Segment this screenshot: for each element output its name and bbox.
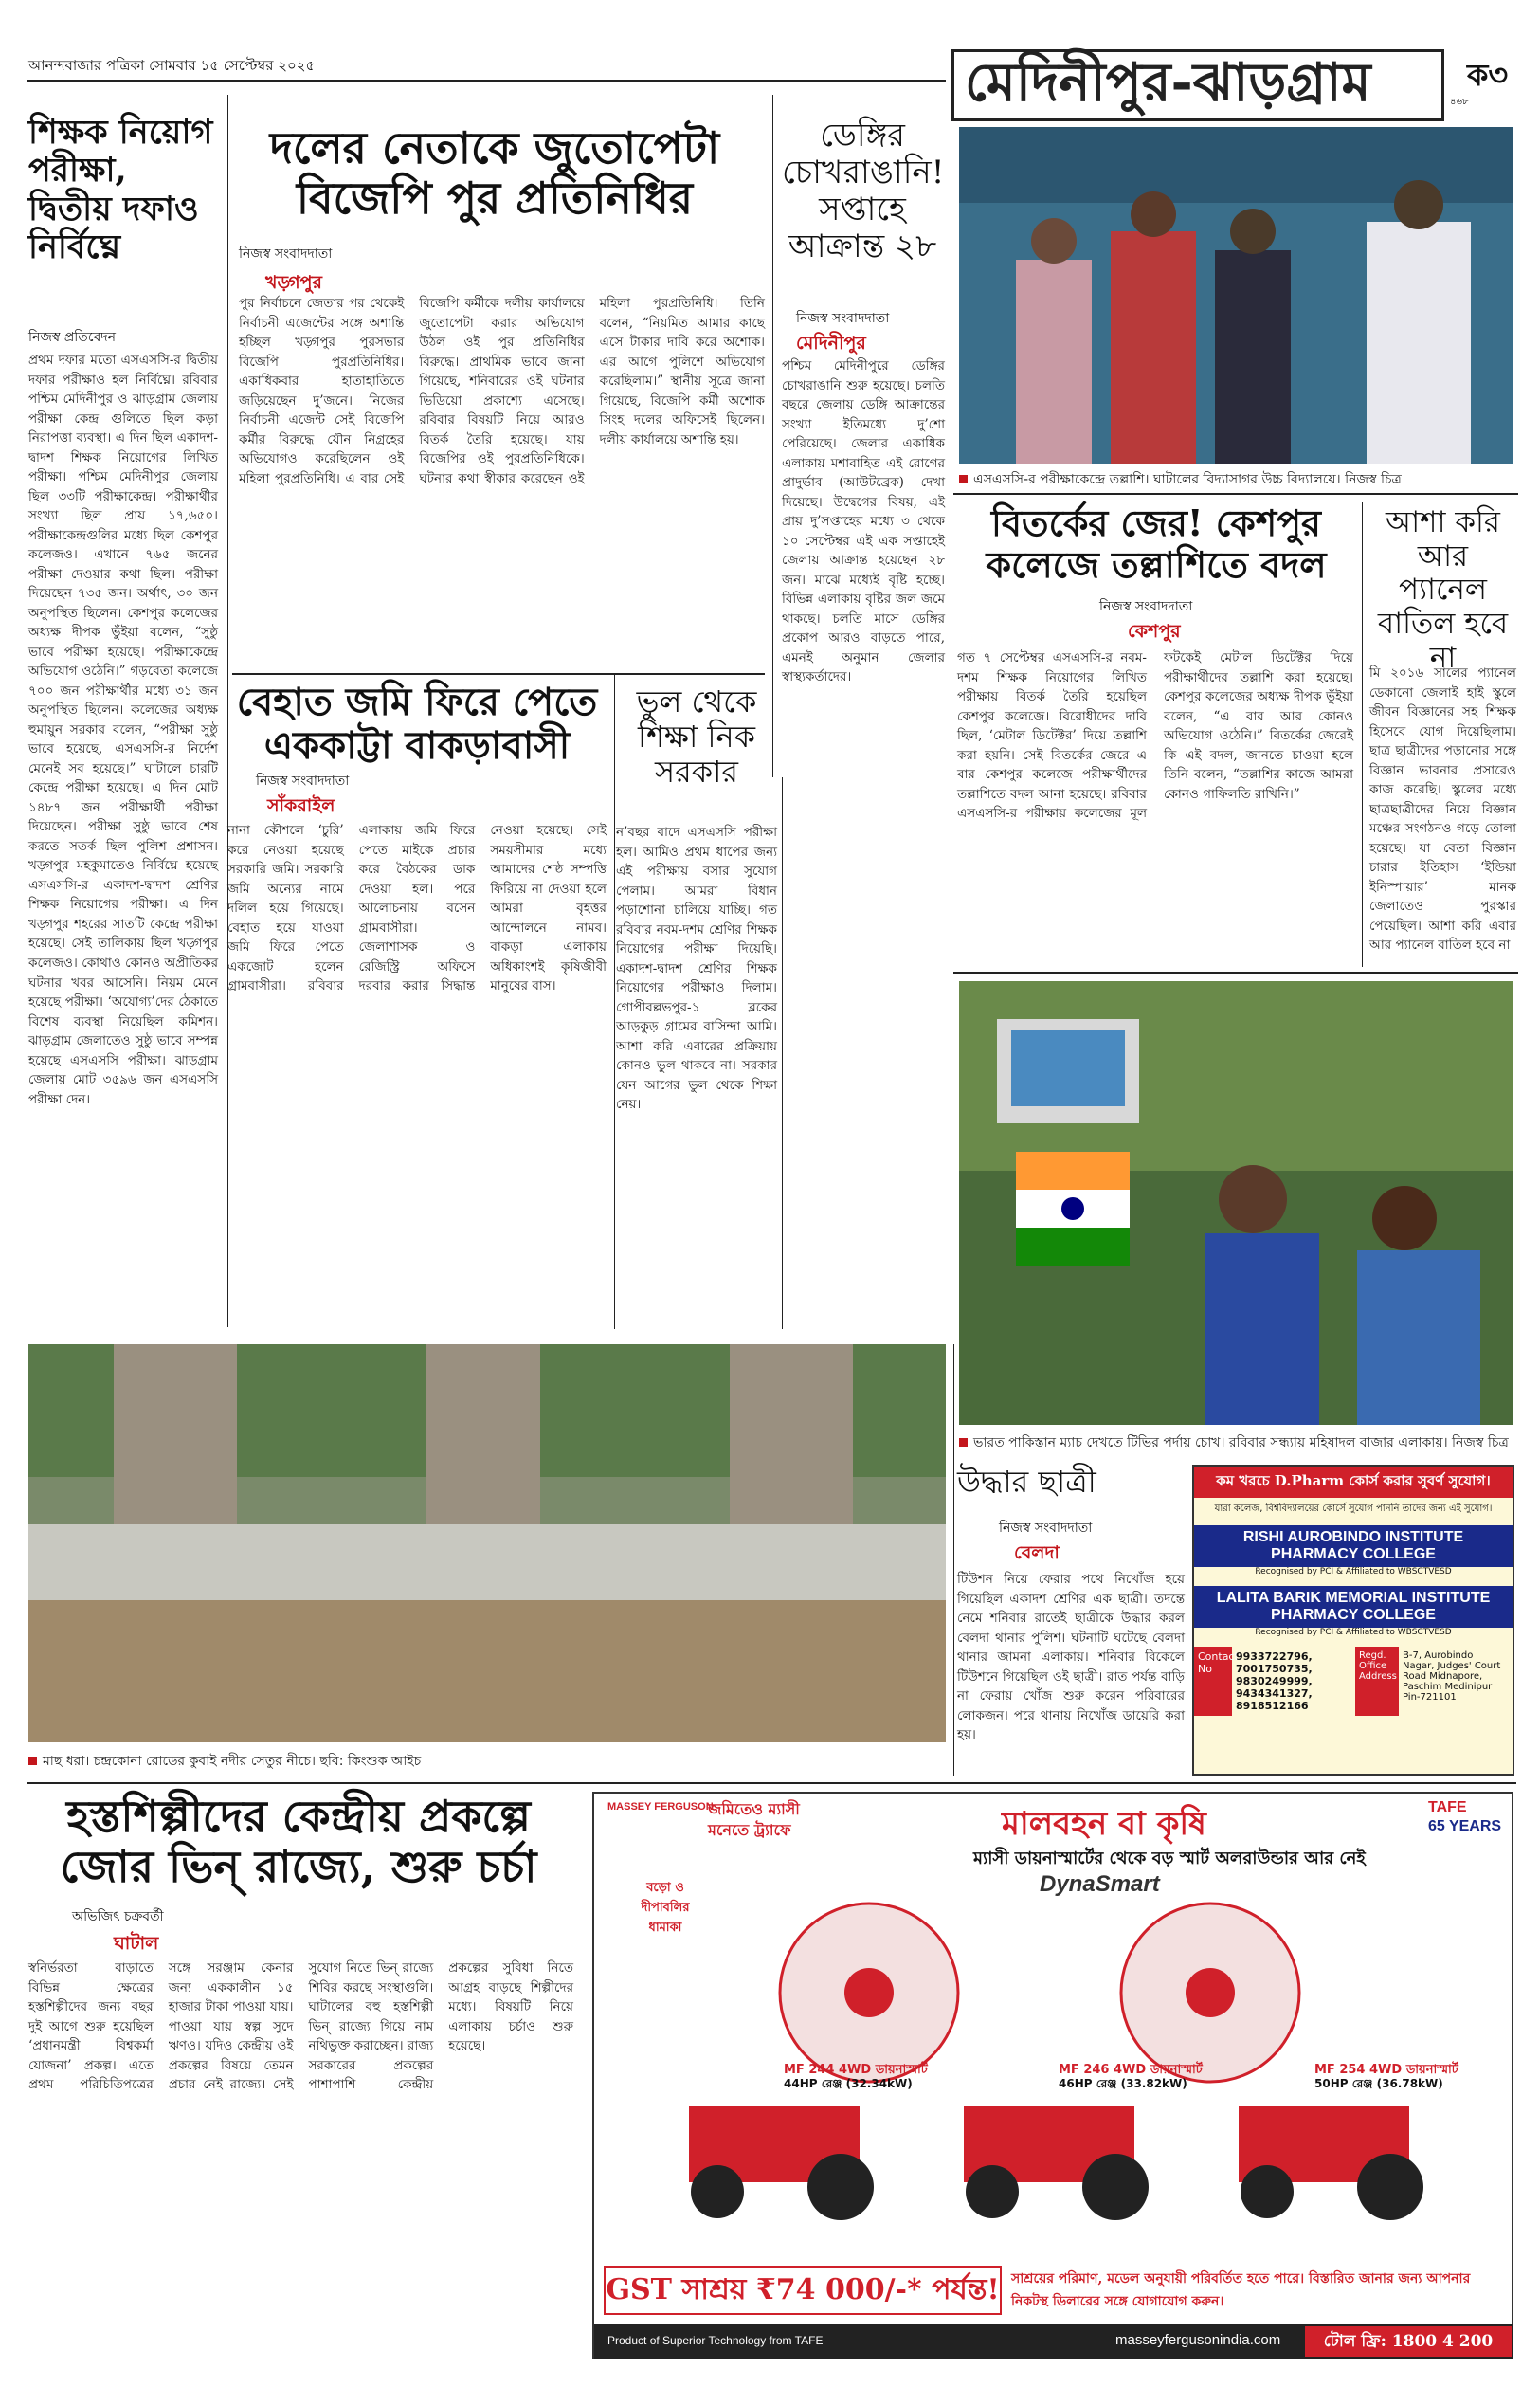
ad-model1-hp: 44HP রেঞ্জ (32.34kW) bbox=[784, 2077, 913, 2090]
exam-search-photo-illustration bbox=[959, 127, 1513, 464]
story-bakra-dateline: সাঁকরাইল bbox=[267, 795, 335, 816]
ad-gst-note: সাশ্রয়ের পরিমাণ, মডেল অনুযায়ী পরিবর্তিত হতে পারে। বিস্তারিত জানার জন্য আপনার নিকটস্থ ডিলারের সঙ্গে যোগাযোগ করুন। bbox=[1011, 2271, 1471, 2309]
photo1-caption-row bbox=[959, 468, 1513, 491]
story-artisan-body: স্বনির্ভরতা বাড়াতে বিভিন্ন ক্ষেত্রের হস্তশিল্পীদের জন্য বছর দুই আগে শুরু হয়েছিল ‘প্রধানমন্ত্রী বিশ্বকর্মা যোজনা’ প্রকল্প। এতে প্রথম পরিচিতিপত্রের সঙ্গে সরঞ্জাম কেনার জন্য এককালীন ১৫ হাজার টাকা পাওয়া যায়। পাওয়া যায় স্বল্প সুদে ঋণও। যদিও কেন্দ্রীয় ওই প্রকল্পের বিষয়ে তেমন প্রচার নেই রাজ্যে। সেই সুযোগ নিতে ভিন্ রাজ্যে শিবির করছে সংস্থাগুলি। ঘাটালের বহু হস্তশিল্পী ভিন্ রাজ্যে গিয়ে নাম নথিভুক্ত করাচ্ছেন। রাজ্য সরকারের প্রকল্পের পাশাপাশি কেন্দ্রীয় প্রকল্পের সুবিধা নিতে আগ্রহ বাড়ছে শিল্পীদের মধ্যে। বিষয়টি নিয়ে এলাকায় চর্চাও শুরু হয়েছে। bbox=[28, 1960, 573, 2093]
ad-model3-hp: 50HP রেঞ্জ (36.78kW) bbox=[1314, 2077, 1443, 2090]
masthead-rule bbox=[27, 80, 946, 82]
ad-contact-label: Contact No bbox=[1194, 1647, 1232, 1716]
ad-model2: MF 246 4WD ডায়নাস্মার্ট bbox=[1059, 2063, 1203, 2077]
ad-phones: 9933722796, 7001750735, 9830249999, 9434341327, 8918512166 bbox=[1236, 1650, 1313, 1712]
section-rule bbox=[27, 1782, 1516, 1784]
story-rescue-byline: নিজস্ব সংবাদদাতা bbox=[999, 1521, 1093, 1536]
ad-tractor-graphics bbox=[651, 2078, 1466, 2220]
story-artisan-dateline: ঘাটাল bbox=[114, 1933, 159, 1954]
masthead-dateline: আনন্দবাজার পত্রিকা সোমবার ১৫ সেপ্টেম্বর ২০২৫ bbox=[28, 57, 316, 74]
story-bjp-body: পুর নির্বাচনে জেতার পর থেকেই নির্বাচনী এজেন্টের সঙ্গে অশান্তি হচ্ছিল খড়্গপুর পুরসভার বিজেপি পুরপ্রতিনিধির। একাধিকবার হাতাহাতিতে জড়িয়েছেন দু’জনে। নিজের নির্বাচনী এজেন্ট সেই বিজেপি কর্মীর বিরুদ্ধে যৌন নিগ্রহের অভিযোগও করেছিলেন ওই মহিলা পুরপ্রতিনিধি। এ বার সেই বিজেপি কর্মীকে দলীয় কার্যালয়ে জুতোপেটা করার অভিযোগ উঠল ওই পুর প্রতিনিধির বিরুদ্ধে। প্রাথমিক ভাবে জানা গিয়েছে, শনিবারের ওই ঘটনার ভিডিয়ো প্রকাশ্যে এসেছে। রবিবার বিষয়টি নিয়ে আরও বিতর্ক তৈরি হয়েছে। যায় বিজেপির ওই পুরপ্রতিনিধিকে। ঘটনার কথা স্বীকার করেছেন ওই মহিলা পুরপ্রতিনিধি। তিনি বলেন, “নিয়মিত আমার কাছে এসে টাকার দাবি করে অশোক। এর আগে পুলিশে অভিযোগ করেছিলাম।” স্থানীয় সূত্রে জানা গিয়েছে, বিজেপি কর্মী অশোক সিংহ দলের অফিসেই ছিলেন। দলীয় কার্যালয়ে অশান্তি হয়। bbox=[239, 296, 765, 486]
ad-model2-hp: 46HP রেঞ্জ (33.82kW) bbox=[1059, 2077, 1187, 2090]
section-rule bbox=[953, 493, 1518, 495]
story-lesson-body: ন’বছর বাদে এসএসসি পরীক্ষা হল। আমিও প্রথম ধাপের জন্য এই পরীক্ষায় বসার সুযোগ পেলাম। আমরা বিধান পড়াশোনা চালিয়ে যাচ্ছি। গত রবিবার নবম-দশম শ্রেণির শিক্ষক নিয়োগের পরীক্ষা দিয়েছি। একাদশ-দ্বাদশ শ্রেণির শিক্ষক নিয়োগের পরীক্ষাও দিলাম। গোপীবল্লভপুর-১ ব্লকের আড়কুড় গ্রামের বাসিন্দা আমি। আশা করি এবারের প্রক্রিয়ায় কোনও ভুল থাকবে না। সরকার যেন আগের ভুল থেকে শিক্ষা নেয়। bbox=[616, 825, 777, 1113]
ad-college2-sub: Recognised by PCI & Affiliated to WBSCTVESD bbox=[1255, 1628, 1452, 1637]
story-dengue-body: পশ্চিম মেদিনীপুরে ডেঙ্গির চোখরাঙানি শুরু হয়েছে। চলতি বছরে জেলায় ডেঙ্গি আক্রান্তের সংখ্যা ইতিমধ্যে দু’শো পেরিয়েছে। জেলার একাধিক এলাকায় মশাবাহিত এই রোগের প্রাদুর্ভাব (আউটব্রেক) দেখা দিয়েছে। উদ্বেগের বিষয়, এই প্রায় দু’সপ্তাহের মধ্যে ৩ থেকে ১০ সেপ্টেম্বর এই এক সপ্তাহেই জেলায় আক্রান্ত হয়েছেন ২৮ জন। মাঝে মধ্যেই বৃষ্টি হচ্ছে। বিভিন্ন এলাকায় বৃষ্টির জল জমে থাকছে। চলতি মাসে ডেঙ্গির প্রকোপ আরও বাড়তে পারে, এমনই অনুমান জেলার স্বাস্থ্যকর্তাদের। bbox=[782, 358, 945, 685]
cricket-tv-photo bbox=[959, 981, 1513, 1425]
photo2-caption-row bbox=[959, 1431, 1513, 1454]
story-bjp-dateline: খড়্গপুর bbox=[265, 272, 322, 293]
photo1-caption: এসএসসি-র পরীক্ষাকেন্দ্রে তল্লাশি। ঘাটালের বিদ্যাসাগর উচ্চ বিদ্যালয়ে। নিজস্ব চিত্র bbox=[973, 472, 1402, 487]
ad-tagline2: মনেতে ট্র্যাফে bbox=[708, 1821, 791, 1839]
story-bakra-headline-box bbox=[227, 681, 607, 768]
cricket-tv-photo-illustration bbox=[959, 981, 1513, 1425]
tractor-ad bbox=[592, 1792, 1513, 2381]
ad-address: B-7, Aurobindo Nagar, Judges' Court Road Midnapore, Paschim Medinipur Pin-721101 bbox=[1403, 1650, 1501, 1703]
column-rule bbox=[614, 675, 615, 1329]
story-keshpur-body: গত ৭ সেপ্টেম্বর এসএসসি-র নবম-দশম শিক্ষক নিয়োগের লিখিত পরীক্ষায় বিতর্ক তৈরি হয়েছিল কেশপুর কলেজে। বিরোধীদের দাবি ছিল, ‘মেটাল ডিটেক্টর’ দিয়ে তল্লাশি করা হয়নি। সেই বিতর্কের জেরে এ বার কেশপুর কলেজে পরীক্ষার্থীদের তল্লাশিতে বদল আনা হয়েছে। রবিবার এসএসসি-র পরীক্ষায় কলেজের মূল ফটকেই মেটাল ডিটেক্টর দিয়ে পরীক্ষার্থীদের তল্লাশি করা হয়েছে। কেশপুর কলেজের অধ্যক্ষ দীপক ভুঁইয়া বলেন, “এ বার আর কোনও অভিযোগ ওঠেনি।” বিতর্কের জেরেই কি এই বদল, জানতে চাওয়া হলে তিনি বলেন, “তল্লাশির কাজে আমরা কোনও গাফিলতি রাখিনি।” bbox=[957, 650, 1353, 822]
ad-tafe: TAFE bbox=[1428, 1799, 1467, 1815]
ad-brand: MASSEY FERGUSON bbox=[607, 1801, 714, 1813]
story-dengue-headline-box bbox=[782, 118, 943, 265]
story-bakra-headline: বেহাত জমি ফিরে পেতে এককাট্টা বাকড়াবাসী bbox=[236, 680, 598, 768]
story-teacher-exam-headline-box bbox=[28, 114, 218, 284]
story-panel-headline: আশা করি আর প্যানেল বাতিল হবে না bbox=[1377, 505, 1509, 675]
ad-footer-left: Product of Superior Technology from TAFE bbox=[607, 2334, 824, 2347]
page-number: ক৩ bbox=[1467, 57, 1509, 93]
story-teacher-exam-body: প্রথম দফার মতো এসএসসি-র দ্বিতীয় দফার পরীক্ষাও হল নির্বিঘ্নে। রবিবার পশ্চিম মেদিনীপুর ও ঝাড়গ্রাম জেলায় পরীক্ষা কেন্দ্র গুলিতে ছিল কড়া নিরাপত্তা ব্যবস্থা। এ দিন ছিল একাদশ- দ্বাদশ শিক্ষক নিয়োগের লিখিত পরীক্ষা। পশ্চিম মেদিনীপুর জেলায় ছিল ৩৩টি পরীক্ষাকেন্দ্র। পরীক্ষার্থীর সংখ্যা ছিল প্রায় ১৭,৬৫০। পরীক্ষাকেন্দ্রগুলির মধ্যে ছিল কেশপুর কলেজও। এখানে ৭৬৫ জনের পরীক্ষা দেওয়ার কথা ছিল। পরীক্ষা দিয়েছেন ৭৩৫ জন। অর্থাৎ, ৩০ জন অনুপস্থিত ছিলেন। কেশপুর কলেজের অধ্যক্ষ দীপক ভুঁইয়া বলেন, “সুষ্ঠু ভাবে পরীক্ষা হয়েছে। পরীক্ষাকেন্দ্রে অভিযোগ ওঠেনি।” গড়বেতা কলেজে ৭০০ জন পরীক্ষার্থীর মধ্যে ৩১ জন অনুপস্থিত ছিলেন। কলেজের অধ্যক্ষ হুমায়ুন সরকার বলেন, “পরীক্ষা সুষ্ঠু ভাবে হয়েছে, এসএসসি-র নির্দেশ মেনেই সব হয়েছে।” ঘাটালে চারটি কেন্দ্রে পরীক্ষা হয়েছে। এ দিন মোট ১৪৮৭ জন পরীক্ষার্থী পরীক্ষা দিয়েছেন। পরীক্ষা সুষ্ঠু ভাবে শেষ করতে সতর্ক ছিল পুলিশ প্রশাসন। খড়্গপুর মহকুমাতেও নির্বিঘ্নে হয়েছে এসএসসি-র একাদশ-দ্বাদশ শ্রেণির শিক্ষক নিয়োগের পরীক্ষা। এ দিন খড়্গপুর শহরের সাতটি কেন্দ্রে পরীক্ষা হয়েছে। সেই তালিকায় ছিল খড়্গপুর কলেজও। কোথাও কোনও অপ্রীতিকর ঘটনার খবর আসেনি। নিয়ম মেনে হয়েছে পরীক্ষা। ‘অযোগ্য’দের ঠেকাতে বিশেষ ব্যবস্থা নিয়েছিল কমিশন। ঝাড়গ্রাম জেলাতেও সুষ্ঠু ভাবে সম্পন্ন হয়েছে এসএসসি পরীক্ষা। ঝাড়গ্রাম জেলায় মোট ৩৫৯৬ জন এসএসসি পরীক্ষা দেন। bbox=[28, 353, 218, 1107]
story-bjp-headline-box bbox=[239, 123, 751, 224]
ad-college-top: কম খরচে D.Pharm কোর্স করার সুবর্ণ সুযোগ। bbox=[1194, 1467, 1513, 1498]
story-teacher-exam-headline: শিক্ষক নিয়োগ পরীক্ষা, দ্বিতীয় দফাও নির্বিঘ্নে bbox=[28, 113, 213, 266]
ad-festive: বড়ো ও দীপাবলির ধামাকা bbox=[641, 1881, 690, 1935]
story-artisan-headline-box bbox=[28, 1792, 569, 1892]
story-artisan-byline: অভিজিৎ চক্রবর্তী bbox=[72, 1909, 164, 1924]
photo3-caption: মাছ ধরা। চন্দ্রকোনা রোডের কুবাই নদীর সেতুর নীচে। ছবি: কিংশুক আইচ bbox=[43, 1754, 422, 1769]
story-keshpur-byline: নিজস্ব সংবাদদাতা bbox=[1099, 599, 1193, 614]
photo3-caption-row bbox=[28, 1750, 946, 1773]
story-panel-headline-box bbox=[1369, 506, 1516, 675]
pharmacy-college-ad bbox=[1192, 1465, 1514, 1776]
story-dengue-byline: নিজস্ব সংবাদদাতা bbox=[796, 311, 890, 326]
ad-model1: MF 244 4WD ডায়নাস্মার্ট bbox=[784, 2063, 928, 2077]
ad-subtitle: ম্যাসী ডায়নাস্মার্টের থেকে বড় স্মার্ট অলরাউন্ডার আর নেই bbox=[973, 1849, 1366, 1868]
story-keshpur-headline: বিতর্কের জের! কেশপুর কলেজে তল্লাশিতে বদল bbox=[986, 501, 1327, 586]
section-title: মেদিনীপুর-ঝাড়গ্রাম bbox=[965, 51, 1371, 114]
story-dengue-headline: ডেঙ্গির চোখরাঙানি! সপ্তাহে আক্রান্ত ২৮ bbox=[782, 117, 945, 266]
ad-college-sub: যারা কলেজ, বিশ্ববিদ্যালয়ের কোর্সে সুযোগ পাননি তাদের জন্য এই সুযোগ। bbox=[1214, 1503, 1493, 1514]
column-rule bbox=[772, 95, 773, 777]
story-dengue-dateline: মেদিনীপুর bbox=[796, 333, 866, 354]
fishing-river-photo-illustration bbox=[28, 1344, 946, 1742]
ad-college1-sub: Recognised by PCI & Affiliated to WBSCTVESD bbox=[1255, 1567, 1452, 1576]
ad-model3: MF 254 4WD ডায়নাস্মার্ট bbox=[1314, 2063, 1458, 2077]
column-rule bbox=[1362, 502, 1363, 967]
story-rescue-headline-box bbox=[957, 1465, 1175, 1500]
story-lesson-headline: ভুল থেকে শিক্ষা নিক সরকার bbox=[636, 683, 757, 790]
story-bjp-byline: নিজস্ব সংবাদদাতা bbox=[239, 246, 333, 262]
masthead-tag: ৪৬৮ bbox=[1450, 97, 1469, 107]
caption-marker bbox=[28, 1757, 37, 1765]
ad-gst: GST সাশ্রয় ₹74 000/-* পর্যন্ত! bbox=[604, 2266, 1002, 2315]
story-rescue-headline: উদ্ধার ছাত্রী bbox=[957, 1464, 1096, 1500]
story-lesson-headline-box bbox=[616, 684, 777, 789]
story-teacher-exam-byline: নিজস্ব প্রতিবেদন bbox=[28, 330, 116, 345]
story-bjp-headline: দলের নেতাকে জুতোপেটা বিজেপি পুর প্রতিনিধির bbox=[269, 122, 720, 224]
story-bakra-byline: নিজস্ব সংবাদদাতা bbox=[256, 774, 350, 789]
caption-marker bbox=[959, 475, 968, 483]
ad-tagline1: জমিতেও ম্যাসী bbox=[708, 1800, 800, 1818]
story-keshpur-headline-box bbox=[957, 502, 1355, 585]
story-panel-body: মি ২০১৬ সালের প্যানেল ডেকানো জেলাই হাই স্কুলে জীবন বিজ্ঞানের সহ শিক্ষক হিসেবে যোগ দিয়েছিলাম। ছাত্র ছাত্রীদের পড়ানোর সঙ্গে বিজ্ঞান ভাবনার প্রসারেও কাজ করেছি। স্কুলের মধ্যে ছাত্রছাত্রীদের নিয়ে বিজ্ঞান মঞ্চের সংগঠনও গড়ে তোলা হয়েছে। যা বেতা বিজ্ঞান চারার ইতিহাস ‘ইন্ডিয়া ইনিস্পায়ার’ মানক জেলাতেও পুরস্কার পেয়েছিল। আশা করি এবার আর প্যানেল বাতিল হবে না। bbox=[1369, 665, 1516, 954]
ad-website: masseyfergusonindia.com bbox=[1115, 2332, 1281, 2348]
story-rescue-dateline: বেলদা bbox=[1014, 1542, 1060, 1563]
caption-marker bbox=[959, 1438, 968, 1447]
ad-tollfree: টোল ফ্রি: 1800 4 200 200 bbox=[1305, 2326, 1512, 2357]
ad-college2: LALITA BARIK MEMORIAL INSTITUTE PHARMACY COLLEGE bbox=[1194, 1586, 1513, 1628]
section-rule bbox=[232, 673, 765, 675]
fishing-river-photo bbox=[28, 1344, 946, 1742]
exam-search-photo bbox=[959, 127, 1513, 464]
ad-college1: RISHI AUROBINDO INSTITUTE PHARMACY COLLEGE bbox=[1194, 1525, 1513, 1567]
column-rule bbox=[782, 777, 783, 1329]
story-rescue-body: টিউশন নিয়ে ফেরার পথে নিখোঁজ হয়ে গিয়েছিল একাদশ শ্রেণির এক ছাত্রী। তদন্তে নেমে শনিবার রাতেই ছাত্রীকে উদ্ধার করল বেলদা থানার পুলিশ। ঘটনাটি ঘটেছে বেলদা থানার জামনা এলাকায়। শনিবার বিকেলে টিউশনে গিয়েছিল ওই ছাত্রী। রাত পর্যন্ত বাড়ি না ফেরায় খোঁজ শুরু করেন পরিবারের লোকজন। পরে থানায় নিখোঁজ ডায়েরি করা হয়। bbox=[957, 1572, 1185, 1743]
ad-wheel-graphics bbox=[679, 1898, 1457, 2087]
ad-title: মালবহন বা কৃষি bbox=[1002, 1805, 1206, 1843]
story-artisan-headline: হস্তশিল্পীদের কেন্দ্রীয় প্রকল্পে জোর ভিন্ রাজ্যে, শুরু চর্চা bbox=[60, 1791, 537, 1892]
section-rule bbox=[953, 972, 1518, 974]
column-rule bbox=[953, 1344, 954, 1776]
story-bakra-body: নানা কৌশলে ‘চুরি’ করে নেওয়া হয়েছে সরকারি জমি। সরকারি জমি অন্যের নামে দলিল হয়ে গিয়েছে। বেহাত হয়ে যাওয়া জমি ফিরে পেতে একজোট হলেন গ্রামবাসীরা। রবিবার এলাকায় জমি ফিরে পেতে মাইকে প্রচার করে বৈঠকের ডাক দেওয়া হল। পরে আলোচনায় বসেন গ্রামবাসীরা। জেলাশাসক ও রেজিস্ট্রি অফিসে দরবার করার সিদ্ধান্ত নেওয়া হয়েছে। সেই সময়সীমার মধ্যে আমাদের শেষ্ঠ সম্পত্তি ফিরিয়ে না দেওয়া হলে আমরা বৃহত্তর আন্দোলনে নামব। বাকড়া এলাকায় অধিকাংশই কৃষিজীবী মানুষের বাস। bbox=[227, 823, 607, 994]
photo2-caption: ভারত পাকিস্তান ম্যাচ দেখতে টিভির পর্দায় চোখ। রবিবার সন্ধ্যায় মহিষাদল বাজার এলাকায়। নিজস্ব চিত্র bbox=[973, 1435, 1509, 1450]
story-keshpur-dateline: কেশপুর bbox=[1128, 621, 1181, 642]
ad-dyna: DynaSmart bbox=[1040, 1871, 1160, 1897]
ad-tafe-years: 65 YEARS bbox=[1428, 1818, 1502, 1834]
ad-office-label: Regd. Office Address bbox=[1355, 1647, 1399, 1716]
